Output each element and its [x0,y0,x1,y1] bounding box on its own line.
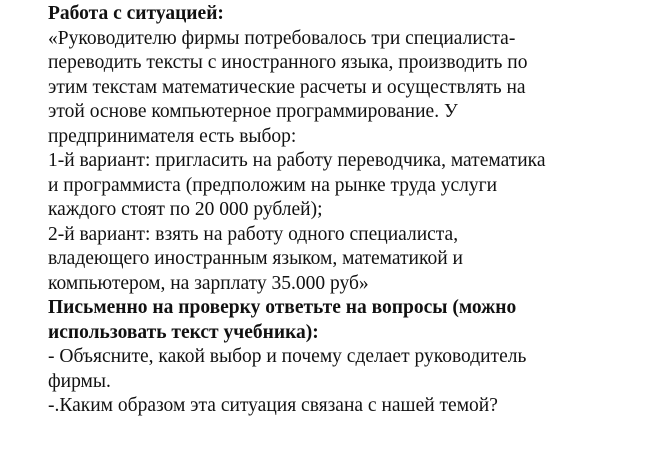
option-2-line: компьютером, на зарплату 35.000 руб» [48,272,369,294]
question-line: фирмы. [48,370,111,392]
option-1-line: каждого стоят по 20 000 рублей); [48,199,323,220]
question-line: - Объясните, какой выбор и почему сделает руководитель [48,346,527,367]
question-list [48,345,648,419]
document-body [48,2,648,419]
situation-line: этой основе компьютерное программирование. У [48,101,458,122]
option-1-line: и программиста (предположим на рынке труда услуги [48,174,498,196]
situation-line: переводить тексты с иностранного языка, производить по [48,52,528,73]
situation-line: этим текстам математические расчеты и осуществлять на [48,76,526,98]
situation-line: предпринимателя есть выбор: [48,125,297,147]
option-2-line: 2-й вариант: взять на работу одного специалиста, [48,223,459,245]
task-line: Письменно на проверку ответьте на вопросы (можно [48,297,517,318]
question-line: -.Каким образом эта ситуация связана с нашей темой? [48,395,498,416]
task-instruction [48,296,648,345]
task-line: использовать текст учебника): [48,321,319,343]
option-2-line: владеющего иностранным языком, математикой и [48,248,463,269]
situation-text [48,27,648,297]
section-heading: Работа с ситуацией: [48,3,224,24]
situation-line: «Руководителю фирмы потребовалось три специалиста- [48,27,516,49]
option-1-line: 1-й вариант: пригласить на работу переводчика, математика [48,150,546,171]
